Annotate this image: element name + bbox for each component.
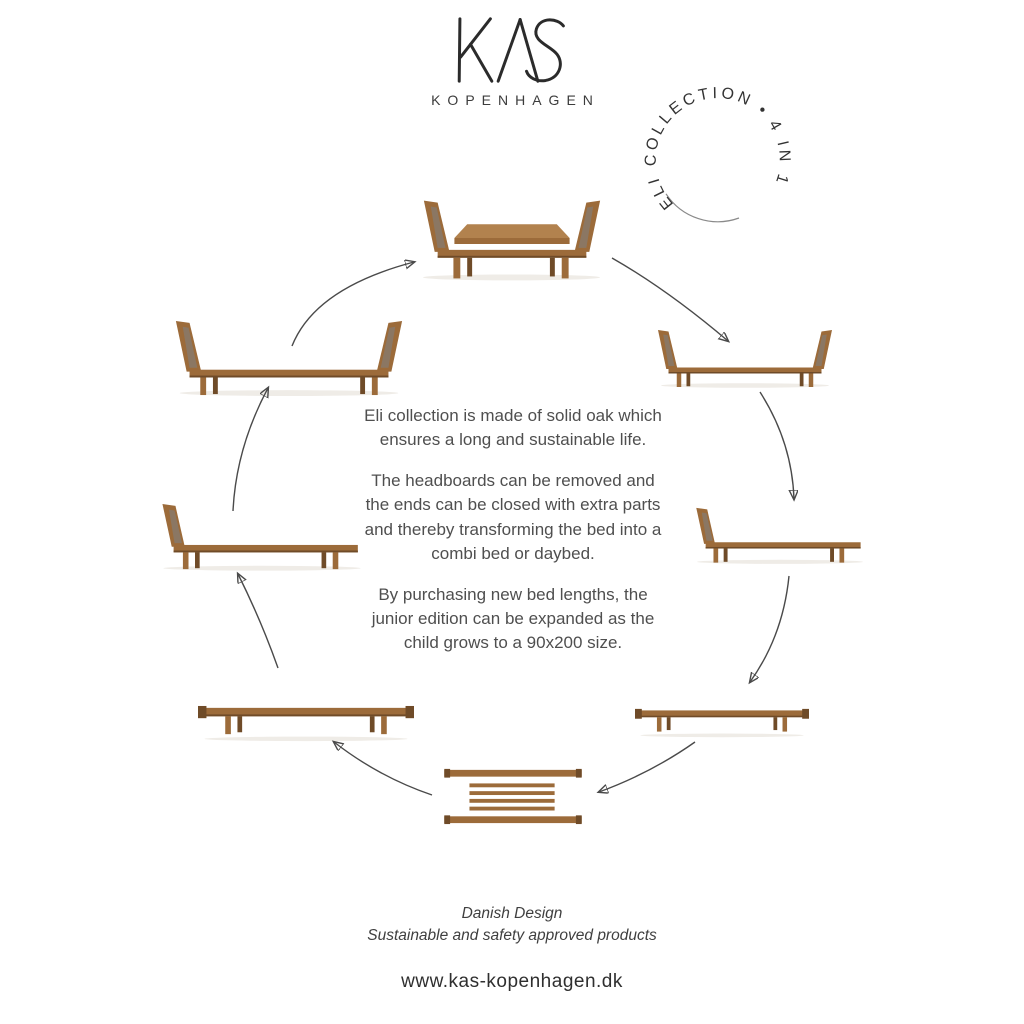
arrow-upperright-to-midright	[760, 392, 794, 499]
description-paragraph-1: Eli collection is made of solid oak which ensures a long and sustainable life.	[364, 406, 662, 450]
footer-tagline	[0, 903, 1024, 946]
daybed-two-headboards-illustration	[172, 318, 406, 398]
bed-one-headboard-illustration	[155, 504, 369, 571]
daybed-two-headboards-illustration	[655, 320, 835, 397]
arrow-midleft-to-upperleft	[233, 388, 268, 511]
website-url: www.kas-kopenhagen.dk	[401, 971, 623, 992]
kas-logo-icon	[450, 14, 574, 86]
footer-tagline-line1: Danish Design	[461, 905, 563, 922]
bed-one-headboard-illustration	[690, 503, 870, 569]
disassembled-parts-illustration	[440, 766, 586, 826]
description-paragraph-3: By purchasing new bed lengths, the junior edition can be expanded as the child grows to a 90x200 size.	[371, 584, 655, 652]
brand-header	[0, 14, 1024, 108]
arrow-lowerright-to-parts	[599, 742, 695, 792]
footer-tagline-line2: Sustainable and safety approved products	[367, 926, 657, 944]
brand-wordmark: KOPENHAGEN	[431, 92, 600, 108]
description-text	[362, 404, 664, 672]
arrow-midright-to-lowerright	[750, 576, 789, 682]
badge-arc	[666, 194, 739, 222]
arrow-lowerleft-to-midleft	[238, 574, 278, 668]
badge-circular-text: ELI COLLECTION • 4 IN 1	[642, 84, 794, 213]
bed-frame-no-headboard-illustration	[635, 699, 809, 743]
collection-badge	[618, 60, 818, 260]
arrow-parts-to-lowerleft	[334, 742, 432, 795]
bed-frame-no-headboard-illustration	[198, 699, 414, 743]
description-paragraph-2: The headboards can be removed and the ends can be closed with extra parts and thereby transforming the bed into a combi bed or daybed.	[364, 471, 662, 563]
combi-bed-with-table-illustration	[416, 200, 608, 282]
